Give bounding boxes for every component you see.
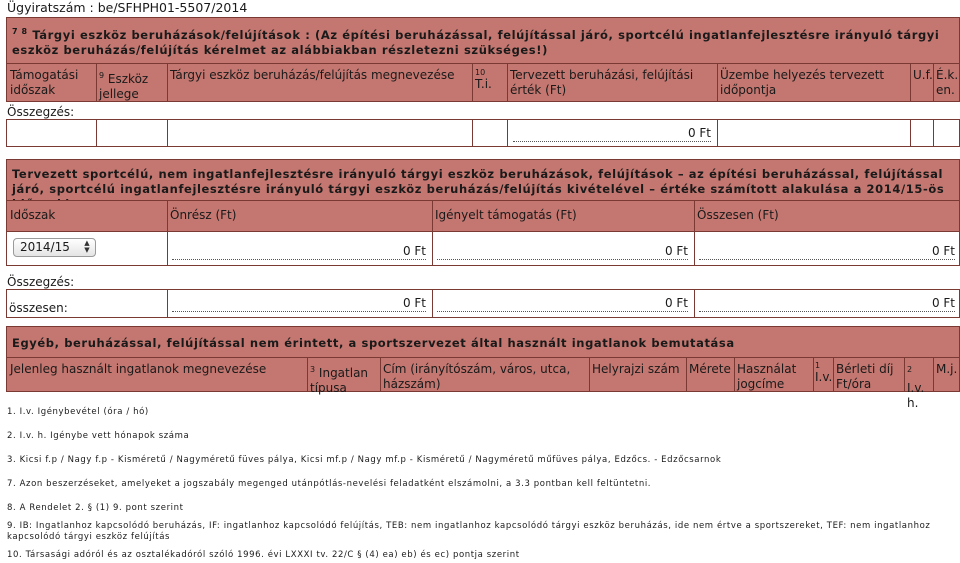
col-asset-type	[96, 66, 167, 104]
sport-data-row	[6, 231, 960, 266]
col-property-type	[307, 360, 380, 398]
total-value[interactable]: 0 Ft	[699, 244, 955, 260]
col-usage-hours-footnote: 1	[815, 361, 821, 370]
col-usage-months-label: I.v. h.	[907, 381, 925, 410]
col-ek-en: É.k. en.	[936, 68, 959, 97]
col-property-type-footnote: 3	[310, 365, 316, 374]
investments-summary-row	[6, 119, 960, 147]
requested-support-total[interactable]: 0 Ft	[437, 296, 688, 312]
col-ti	[472, 66, 507, 94]
sport-summary-label: Összegzés:	[7, 275, 75, 289]
section-investments-title: Tárgyi eszköz beruházások/felújítások : (Az építési beruházással, felújítással járó, sportcélú ingatlanfejlesztésre irányuló tárgyi eszköz beruházás/felújítás kérelmet az alábbiakban részletezni szükséges!)	[12, 27, 940, 57]
col-ti-footnote: 10	[475, 68, 486, 77]
investments-summary-value[interactable]: 0 Ft	[513, 126, 711, 142]
col-usage-title: Használat jogcíme	[737, 362, 797, 391]
col-mj: M.j.	[936, 362, 958, 376]
col-requested-support: Igényelt támogatás (Ft)	[435, 208, 577, 222]
section-sport-title: Tervezett sportcélú, nem ingatlanfejlesztésre irányuló tárgyi eszköz beruházások, felújítások – az építési beruházással, felújítással járó, sportcélú ingatlanfejlesztésre irányuló tárgyi eszköz beruházás/felújítás kivételével – értéke számított alakulása a 2014/15-ös	[12, 167, 945, 196]
period-spinner-value: 2014/15	[20, 240, 70, 254]
col-support-period: Támogatási időszak	[10, 68, 79, 97]
requested-support-value[interactable]: 0 Ft	[437, 244, 688, 260]
col-property-name: Jelenleg használt ingatlanok megnevezése	[10, 362, 267, 376]
col-period: Időszak	[10, 208, 56, 222]
col-address: Cím (irányítószám, város, utca, házszám)	[383, 362, 571, 391]
sport-total-row	[6, 289, 960, 318]
col-usage-hours-label: I.v.	[815, 370, 833, 384]
col-property-type-label: Ingatlan típusa	[310, 366, 369, 395]
properties-column-header	[6, 357, 960, 410]
footnote-10: 10. Társasági adóról és az osztalékadóról szóló 1996. évi LXXXI tv. 22/C § (4) ea) eb) és ec) pontja szerint	[7, 550, 520, 560]
col-commissioning-date: Üzembe helyezés tervezett időpontja	[720, 68, 885, 97]
col-usage-hours	[813, 359, 833, 387]
investments-column-header	[6, 63, 960, 102]
footnote-3: 3. Kicsi f.p / Nagy f.p - Kisméretű / Nagyméretű füves pálya, Kicsi mf.p / Nagy mf.p - Kisméretű / Nagyméretű műfüves pálya, Edzőcs. - Edzőcsarnok	[7, 455, 722, 465]
col-size: Mérete	[689, 362, 731, 376]
footnote-9: 9. IB: Ingatlanhoz kapcsolódó beruházás, IF: ingatlanhoz kapcsolódó felújítás, TEB: nem ingatlanhoz kapcsolódó tárgyi eszköz beruházás, ide nem értve a sportszereket, TEF: nem ingatlanhoz kapcsolódó tárgyi eszköz felújítás	[7, 521, 931, 542]
col-usage-months	[904, 360, 933, 413]
spinner-arrows-icon[interactable]: ▲ ▼	[84, 239, 90, 254]
col-rental-fee: Bérleti díj Ft/óra	[836, 362, 894, 391]
col-asset-type-label: Eszköz jellege	[99, 72, 149, 101]
section-sport-header	[6, 159, 960, 201]
section-other-properties-header	[6, 326, 960, 358]
section-footnote-ref: 7 8	[12, 27, 28, 36]
col-asset-type-footnote: 9	[99, 71, 105, 80]
col-uf: U.f.	[913, 68, 933, 82]
col-planned-value: Tervezett beruházási, felújítási érték (Ft)	[510, 68, 694, 97]
grand-total[interactable]: 0 Ft	[699, 296, 955, 312]
col-own-contribution: Önrész (Ft)	[170, 208, 237, 222]
col-parcel-number: Helyrajzi szám	[592, 362, 680, 376]
footnote-2: 2. I.v. h. Igénybe vett hónapok száma	[7, 431, 190, 441]
investments-summary-label: Összegzés:	[7, 105, 75, 119]
footnote-7: 7. Azon beszerzéseket, amelyeket a jogszabály megenged utánpótlás-nevelési feladatként elszámolni, a 3.3 pontban kell feltüntetni.	[7, 479, 652, 489]
footnote-8: 8. A Rendelet 2. § (1) 9. pont szerint	[7, 503, 184, 513]
footnote-1: 1. I.v. Igénybevétel (óra / hó)	[7, 407, 149, 417]
own-contribution-total[interactable]: 0 Ft	[172, 296, 426, 312]
sport-column-header	[6, 200, 960, 232]
sport-total-label: összesen:	[9, 301, 68, 315]
section-investments-header	[6, 17, 960, 64]
document-id: Ügyiratszám : be/SFHPH01-5507/2014	[7, 0, 248, 15]
col-ti-label: T.i.	[475, 77, 492, 91]
col-usage-months-footnote: 2	[907, 365, 913, 374]
section-other-properties-title: Egyéb, beruházással, felújítással nem érintett, a sportszervezet által használt ingatlanok bemutatása	[12, 336, 735, 350]
col-total: Összesen (Ft)	[697, 208, 779, 222]
col-asset-name: Tárgyi eszköz beruházás/felújítás megnevezése	[170, 68, 455, 82]
period-spinner[interactable]	[13, 238, 96, 257]
own-contribution-value[interactable]: 0 Ft	[172, 244, 426, 260]
